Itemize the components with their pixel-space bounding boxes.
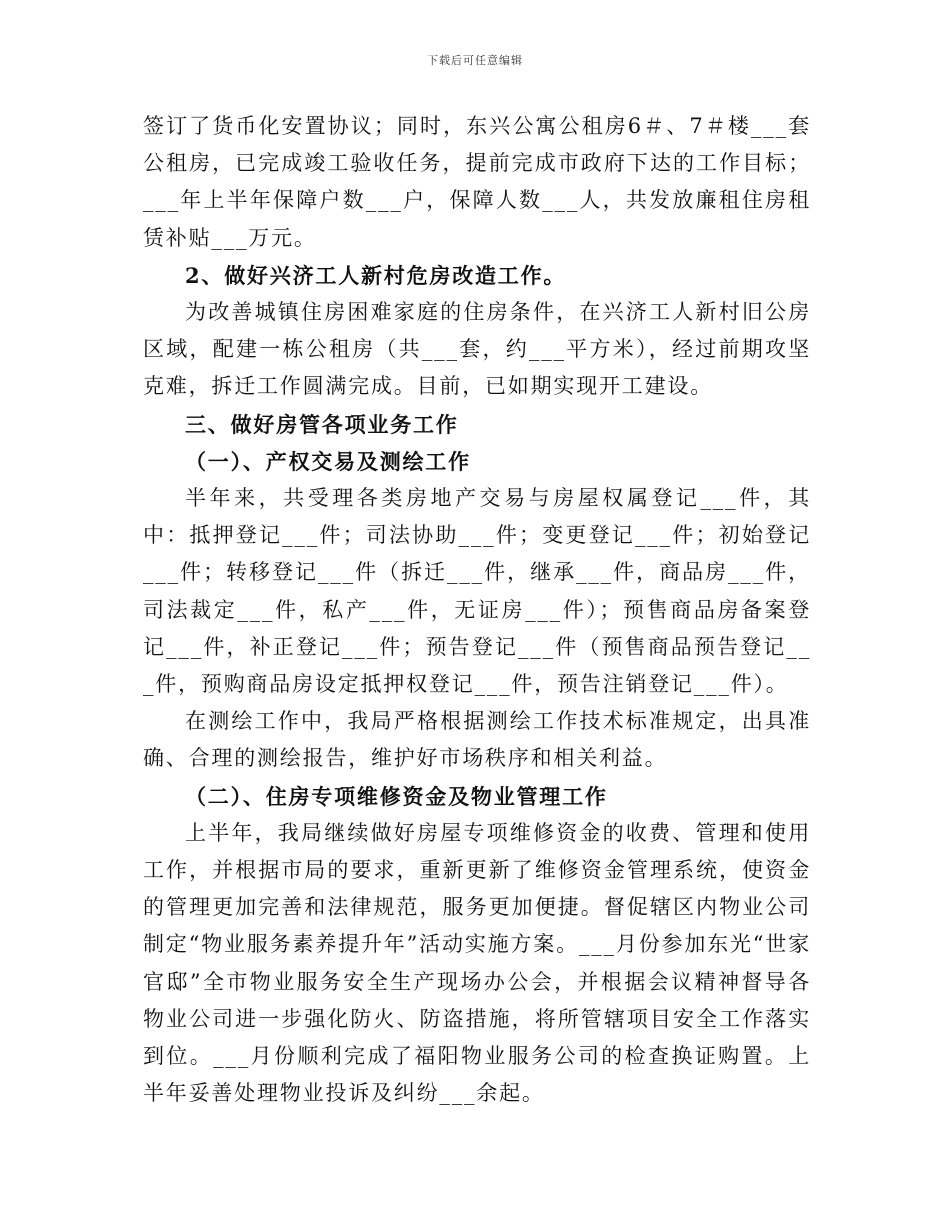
paragraph: 上半年，我局继续做好房屋专项维修资金的收费、管理和使用工作，并根据市局的要求，重新更新了维修资金管理系统，使资金的管理更加完善和法律规范，服务更加便捷。督促辖区内物业公司制定“物业服务素养提升年”活动实施方案。___月份参加东光“世家官邸”全市物业服务安全生产现场办公会，并根据会议精神督导各物业公司进一步强化防火、防盗措施，将所管辖项目安全工作落实到位。___月份顺利完成了福阳物业服务公司的检查换证购置。上半年妥善处理物业投诉及纠纷___余起。 — [143, 820, 811, 1106]
subsection-heading: （一）、产权交易及测绘工作 — [185, 448, 471, 474]
section-heading: 2、做好兴济工人新村危房改造工作。 — [185, 262, 567, 288]
subsection-heading: （二）、住房专项维修资金及物业管理工作 — [185, 783, 608, 809]
document-body — [143, 108, 811, 1112]
paragraph: 半年来，共受理各类房地产交易与房屋权属登记___件，其中：抵押登记___件；司法协助___件；变更登记___件；初始登记___件；转移登记___件（拆迁___件，继承___件，商品房___件，司法裁定___件，私产___件，无证房___件）；预售商品房备案登记___件，补正登记___件；预告登记___件（预售商品预告登记___件，预购商品房设定抵押权登记___件，预告注销登记___件）。 — [143, 486, 811, 697]
paragraph: 在测绘工作中，我局严格根据测绘工作技术标准规定，出具准确、合理的测绘报告，维护好市场秩序和相关利益。 — [143, 709, 811, 771]
section-heading: 三、做好房管各项业务工作 — [185, 411, 459, 437]
page-header: 下载后可任意编辑 — [427, 54, 523, 67]
paragraph: 签订了货币化安置协议；同时，东兴公寓公租房6＃、7＃楼___套公租房，已完成竣工验收任务，提前完成市政府下达的工作目标；___年上半年保障户数___户，保障人数___人，共发放廉租住房租赁补贴___万元。 — [143, 114, 811, 250]
paragraph: 为改善城镇住房困难家庭的住房条件，在兴济工人新村旧公房区域，配建一栋公租房（共___套，约___平方米），经过前期攻坚克难，拆迁工作圆满完成。目前，已如期实现开工建设。 — [143, 300, 811, 399]
